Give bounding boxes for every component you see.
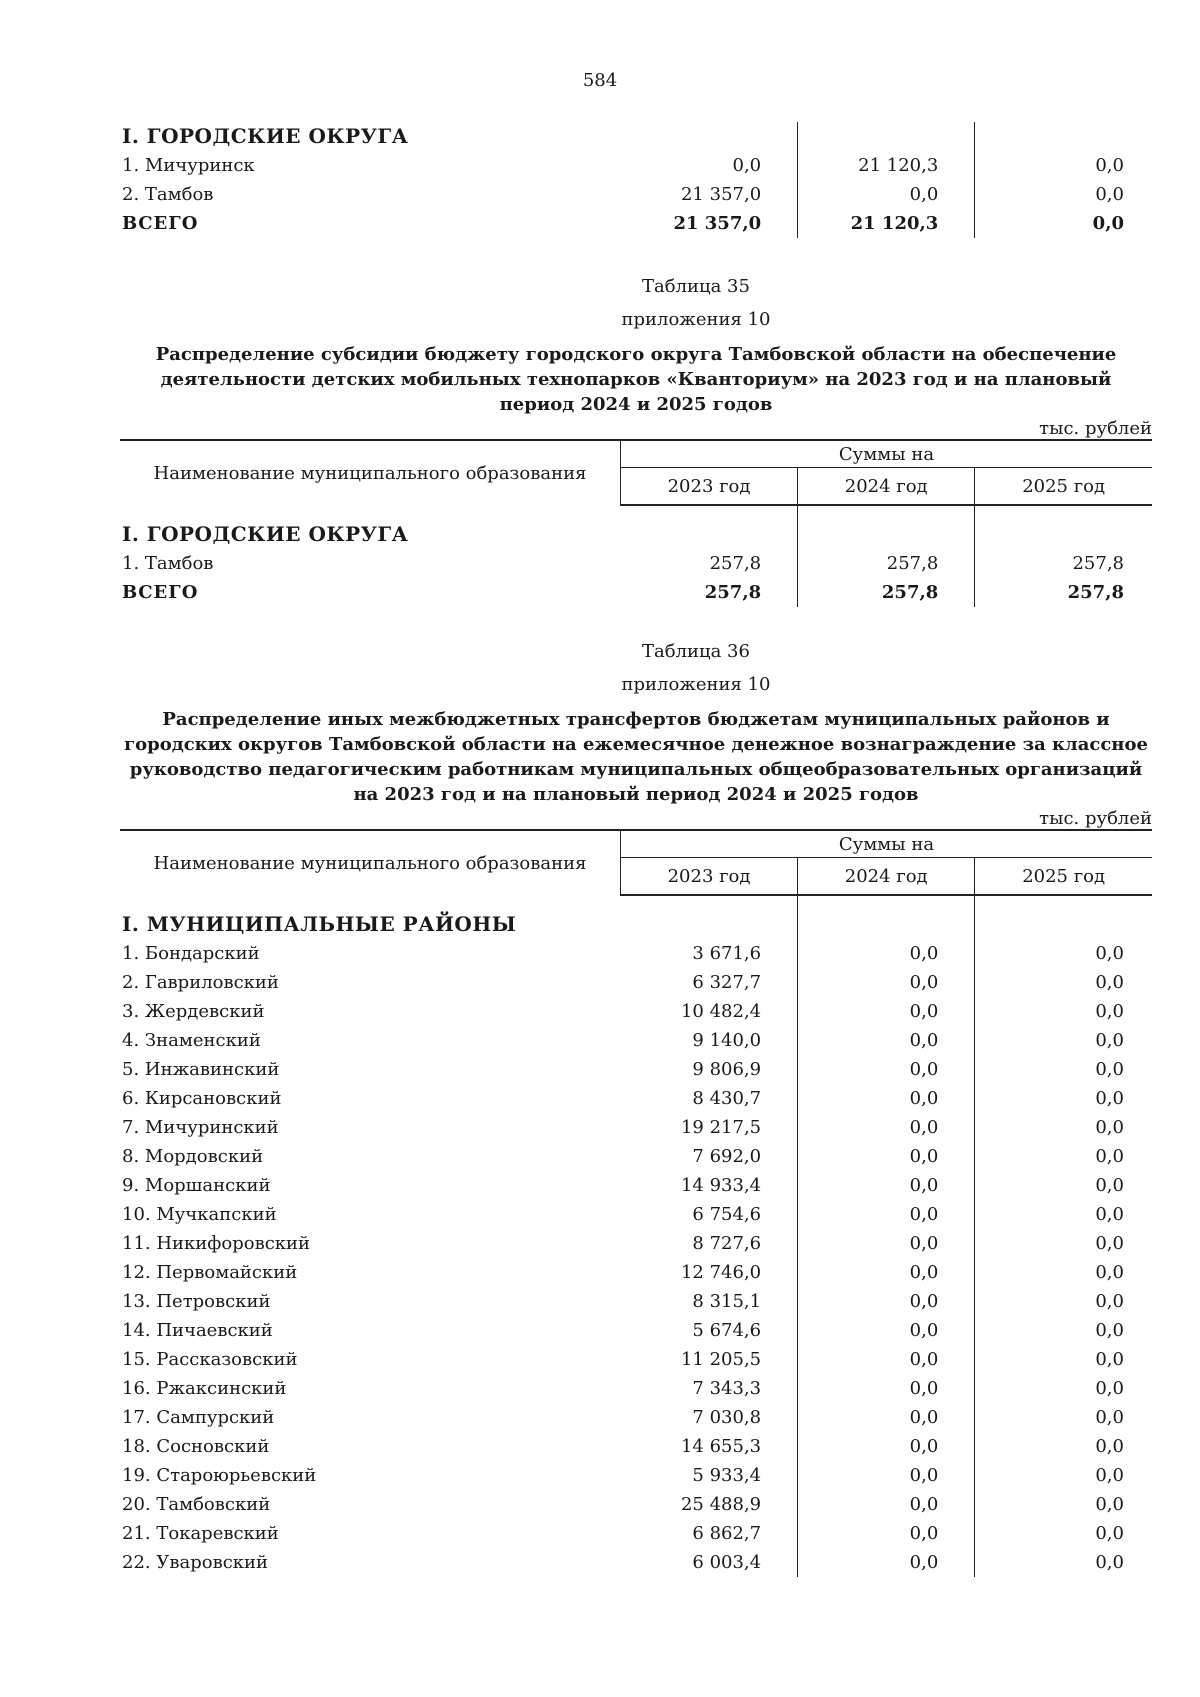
table-row xyxy=(120,1461,1152,1490)
value-2025: 0,0 xyxy=(1095,1523,1124,1544)
row-name: 21. Токаревский xyxy=(122,1523,279,1544)
value-2025: 0,0 xyxy=(1095,1407,1124,1428)
table-row xyxy=(120,939,1152,968)
value-2023: 0,0 xyxy=(620,151,797,180)
value-2025: 0,0 xyxy=(1095,1117,1124,1138)
table36-header xyxy=(120,830,1152,895)
table35 xyxy=(120,439,1152,607)
value-2023: 14 933,4 xyxy=(620,1171,797,1200)
header-sums: Суммы на xyxy=(620,830,1152,858)
table36 xyxy=(120,829,1152,1577)
value-2025: 257,8 xyxy=(1072,553,1124,574)
value-2023: 5 674,6 xyxy=(620,1316,797,1345)
table-row xyxy=(120,1200,1152,1229)
value-2023: 14 655,3 xyxy=(620,1432,797,1461)
table-row xyxy=(120,1548,1152,1577)
value-2025: 0,0 xyxy=(1092,213,1124,234)
value-2023 xyxy=(620,122,797,151)
value-2024: 0,0 xyxy=(798,1055,975,1084)
value-2023: 7 030,8 xyxy=(620,1403,797,1432)
value-2023: 25 488,9 xyxy=(620,1490,797,1519)
value-2024: 0,0 xyxy=(798,180,975,209)
table-row xyxy=(120,1026,1152,1055)
section-row xyxy=(120,520,1152,549)
section-row xyxy=(120,910,1152,939)
value-2024: 0,0 xyxy=(798,1229,975,1258)
value-2023: 10 482,4 xyxy=(620,997,797,1026)
row-name: 1. Мичуринск xyxy=(122,155,255,176)
row-name: 6. Кирсановский xyxy=(122,1088,282,1109)
value-2023: 257,8 xyxy=(620,549,797,578)
table-row xyxy=(120,1171,1152,1200)
table35-units: тыс. рублей xyxy=(1039,418,1152,439)
value-2024: 0,0 xyxy=(798,1316,975,1345)
table36-units: тыс. рублей xyxy=(1039,808,1152,829)
table-top-block xyxy=(120,122,1152,238)
row-name: 14. Пичаевский xyxy=(122,1320,273,1341)
value-2024: 0,0 xyxy=(798,1287,975,1316)
row-name: 1. Бондарский xyxy=(122,943,260,964)
table35-caption: Таблица 35 xyxy=(642,276,750,297)
table-row xyxy=(120,1142,1152,1171)
value-2023 xyxy=(620,910,797,939)
value-2024 xyxy=(798,520,975,549)
table-row xyxy=(120,1432,1152,1461)
table-row xyxy=(120,1316,1152,1345)
value-2024: 0,0 xyxy=(798,1345,975,1374)
value-2024: 0,0 xyxy=(798,968,975,997)
row-name: 19. Староюрьевский xyxy=(122,1465,317,1486)
value-2024: 0,0 xyxy=(798,1403,975,1432)
table-row xyxy=(120,1490,1152,1519)
row-name: I. ГОРОДСКИЕ ОКРУГА xyxy=(122,522,409,546)
row-name: 5. Инжавинский xyxy=(122,1059,280,1080)
value-2025: 257,8 xyxy=(1067,582,1124,603)
row-name: 2. Тамбов xyxy=(122,184,214,205)
value-2025: 0,0 xyxy=(1095,1262,1124,1283)
row-name: 17. Сампурский xyxy=(122,1407,275,1428)
total-row xyxy=(120,578,1152,607)
value-2024: 0,0 xyxy=(798,1490,975,1519)
table-row xyxy=(120,1229,1152,1258)
header-2025: 2025 год xyxy=(975,468,1152,506)
table36-caption-appendix: приложения 10 xyxy=(621,674,771,695)
table-row xyxy=(120,1345,1152,1374)
value-2025: 0,0 xyxy=(1095,1030,1124,1051)
table-row xyxy=(120,549,1152,578)
value-2023: 3 671,6 xyxy=(620,939,797,968)
value-2024: 257,8 xyxy=(798,578,975,607)
table35-body xyxy=(120,505,1152,607)
value-2023: 6 862,7 xyxy=(620,1519,797,1548)
value-2023: 6 327,7 xyxy=(620,968,797,997)
spacer-row xyxy=(120,895,1152,910)
value-2025: 0,0 xyxy=(1095,1465,1124,1486)
table35-block xyxy=(120,270,1152,607)
value-2023: 8 315,1 xyxy=(620,1287,797,1316)
value-2024: 0,0 xyxy=(798,1084,975,1113)
row-name: 4. Знаменский xyxy=(122,1030,261,1051)
section-row xyxy=(120,122,1152,151)
value-2025: 0,0 xyxy=(1095,972,1124,993)
value-2024: 0,0 xyxy=(798,1461,975,1490)
value-2025: 0,0 xyxy=(1095,1059,1124,1080)
value-2024: 0,0 xyxy=(798,1519,975,1548)
value-2024: 0,0 xyxy=(798,1374,975,1403)
row-name: 8. Мордовский xyxy=(122,1146,264,1167)
value-2023: 19 217,5 xyxy=(620,1113,797,1142)
row-name: 20. Тамбовский xyxy=(122,1494,271,1515)
value-2023: 8 727,6 xyxy=(620,1229,797,1258)
row-name: 3. Жердевский xyxy=(122,1001,265,1022)
value-2025: 0,0 xyxy=(1095,184,1124,205)
value-2025: 0,0 xyxy=(1095,1291,1124,1312)
row-name: 22. Уваровский xyxy=(122,1552,269,1573)
value-2025: 0,0 xyxy=(1095,1552,1124,1573)
header-2024: 2024 год xyxy=(798,468,975,506)
value-2024: 0,0 xyxy=(798,1142,975,1171)
spacer-row xyxy=(120,505,1152,520)
table-row xyxy=(120,1287,1152,1316)
value-2024: 0,0 xyxy=(798,1171,975,1200)
value-2024: 0,0 xyxy=(798,1026,975,1055)
value-2023: 21 357,0 xyxy=(620,209,797,238)
value-2025: 0,0 xyxy=(1095,1146,1124,1167)
value-2023 xyxy=(620,520,797,549)
table-row xyxy=(120,1519,1152,1548)
table-row xyxy=(120,151,1152,180)
row-name: 2. Гавриловский xyxy=(122,972,279,993)
table35-title: Распределение субсидии бюджету городского округа Тамбовской области на обеспечение деятельности детских мобильных технопарков «Кванториум» на 2023 год и на плановый период 2024 и 2025 годов xyxy=(155,344,1117,415)
table36-title: Распределение иных межбюджетных трансфертов бюджетам муниципальных районов и городских округов Тамбовской области на ежемесячное денежное вознаграждение за классное руководство педагогическим работникам муниципальных общеобразовательных организаций на 2023 год и на плановый период 2024 и 2025 годов xyxy=(124,709,1148,805)
table-row xyxy=(120,1113,1152,1142)
value-2025 xyxy=(975,910,1152,939)
value-2025: 0,0 xyxy=(1095,1204,1124,1225)
value-2025: 0,0 xyxy=(1095,155,1124,176)
row-name: I. ГОРОДСКИЕ ОКРУГА xyxy=(122,124,409,148)
value-2025: 0,0 xyxy=(1095,1001,1124,1022)
row-name: 1. Тамбов xyxy=(122,553,214,574)
row-name: ВСЕГО xyxy=(122,582,199,603)
table-top xyxy=(120,122,1152,238)
page-number: 584 xyxy=(582,70,618,91)
row-name: 9. Моршанский xyxy=(122,1175,271,1196)
table-row xyxy=(120,180,1152,209)
value-2024: 0,0 xyxy=(798,1113,975,1142)
row-name: 16. Ржаксинский xyxy=(122,1378,287,1399)
table-row xyxy=(120,968,1152,997)
value-2023: 12 746,0 xyxy=(620,1258,797,1287)
value-2023: 21 357,0 xyxy=(620,180,797,209)
header-name: Наименование муниципального образования xyxy=(120,440,620,505)
value-2024: 0,0 xyxy=(798,997,975,1026)
table-row xyxy=(120,1084,1152,1113)
value-2023: 9 806,9 xyxy=(620,1055,797,1084)
row-name: 13. Петровский xyxy=(122,1291,271,1312)
table-row xyxy=(120,1055,1152,1084)
table36-body xyxy=(120,895,1152,1577)
row-name: 11. Никифоровский xyxy=(122,1233,311,1254)
header-name: Наименование муниципального образования xyxy=(120,830,620,895)
value-2024: 21 120,3 xyxy=(798,151,975,180)
row-name: 12. Первомайский xyxy=(122,1262,298,1283)
value-2023: 257,8 xyxy=(620,578,797,607)
value-2025: 0,0 xyxy=(1095,1320,1124,1341)
header-2024: 2024 год xyxy=(798,858,975,896)
table36-block xyxy=(120,635,1152,1577)
value-2023: 6 754,6 xyxy=(620,1200,797,1229)
row-name: 10. Мучкапский xyxy=(122,1204,277,1225)
table-row xyxy=(120,1374,1152,1403)
value-2024: 257,8 xyxy=(798,549,975,578)
value-2023: 7 343,3 xyxy=(620,1374,797,1403)
header-2023: 2023 год xyxy=(620,468,797,506)
header-2025: 2025 год xyxy=(975,858,1152,896)
value-2025: 0,0 xyxy=(1095,1378,1124,1399)
value-2024: 0,0 xyxy=(798,939,975,968)
value-2023: 9 140,0 xyxy=(620,1026,797,1055)
value-2025: 0,0 xyxy=(1095,943,1124,964)
value-2025: 0,0 xyxy=(1095,1175,1124,1196)
header-sums: Суммы на xyxy=(620,440,1152,468)
row-name: 15. Рассказовский xyxy=(122,1349,298,1370)
value-2023: 6 003,4 xyxy=(620,1548,797,1577)
value-2025: 0,0 xyxy=(1095,1436,1124,1457)
table-row xyxy=(120,1403,1152,1432)
value-2025: 0,0 xyxy=(1095,1349,1124,1370)
value-2025: 0,0 xyxy=(1095,1494,1124,1515)
value-2023: 11 205,5 xyxy=(620,1345,797,1374)
value-2024: 0,0 xyxy=(798,1200,975,1229)
value-2024: 0,0 xyxy=(798,1258,975,1287)
value-2024: 21 120,3 xyxy=(798,209,975,238)
value-2025: 0,0 xyxy=(1095,1233,1124,1254)
table35-header xyxy=(120,440,1152,505)
table36-caption: Таблица 36 xyxy=(642,641,750,662)
value-2023: 7 692,0 xyxy=(620,1142,797,1171)
value-2025: 0,0 xyxy=(1095,1088,1124,1109)
table-row xyxy=(120,1258,1152,1287)
total-row xyxy=(120,209,1152,238)
value-2025 xyxy=(975,122,1152,151)
table35-caption-appendix: приложения 10 xyxy=(621,309,771,330)
value-2024: 0,0 xyxy=(798,1432,975,1461)
table-top-body xyxy=(120,122,1152,238)
row-name: 7. Мичуринский xyxy=(122,1117,279,1138)
row-name: 18. Сосновский xyxy=(122,1436,270,1457)
value-2024: 0,0 xyxy=(798,1548,975,1577)
row-name: ВСЕГО xyxy=(122,213,199,234)
value-2023: 8 430,7 xyxy=(620,1084,797,1113)
table-row xyxy=(120,997,1152,1026)
value-2024 xyxy=(798,122,975,151)
header-2023: 2023 год xyxy=(620,858,797,896)
value-2024 xyxy=(798,910,975,939)
value-2025 xyxy=(975,520,1152,549)
value-2023: 5 933,4 xyxy=(620,1461,797,1490)
row-name: I. МУНИЦИПАЛЬНЫЕ РАЙОНЫ xyxy=(122,912,517,936)
